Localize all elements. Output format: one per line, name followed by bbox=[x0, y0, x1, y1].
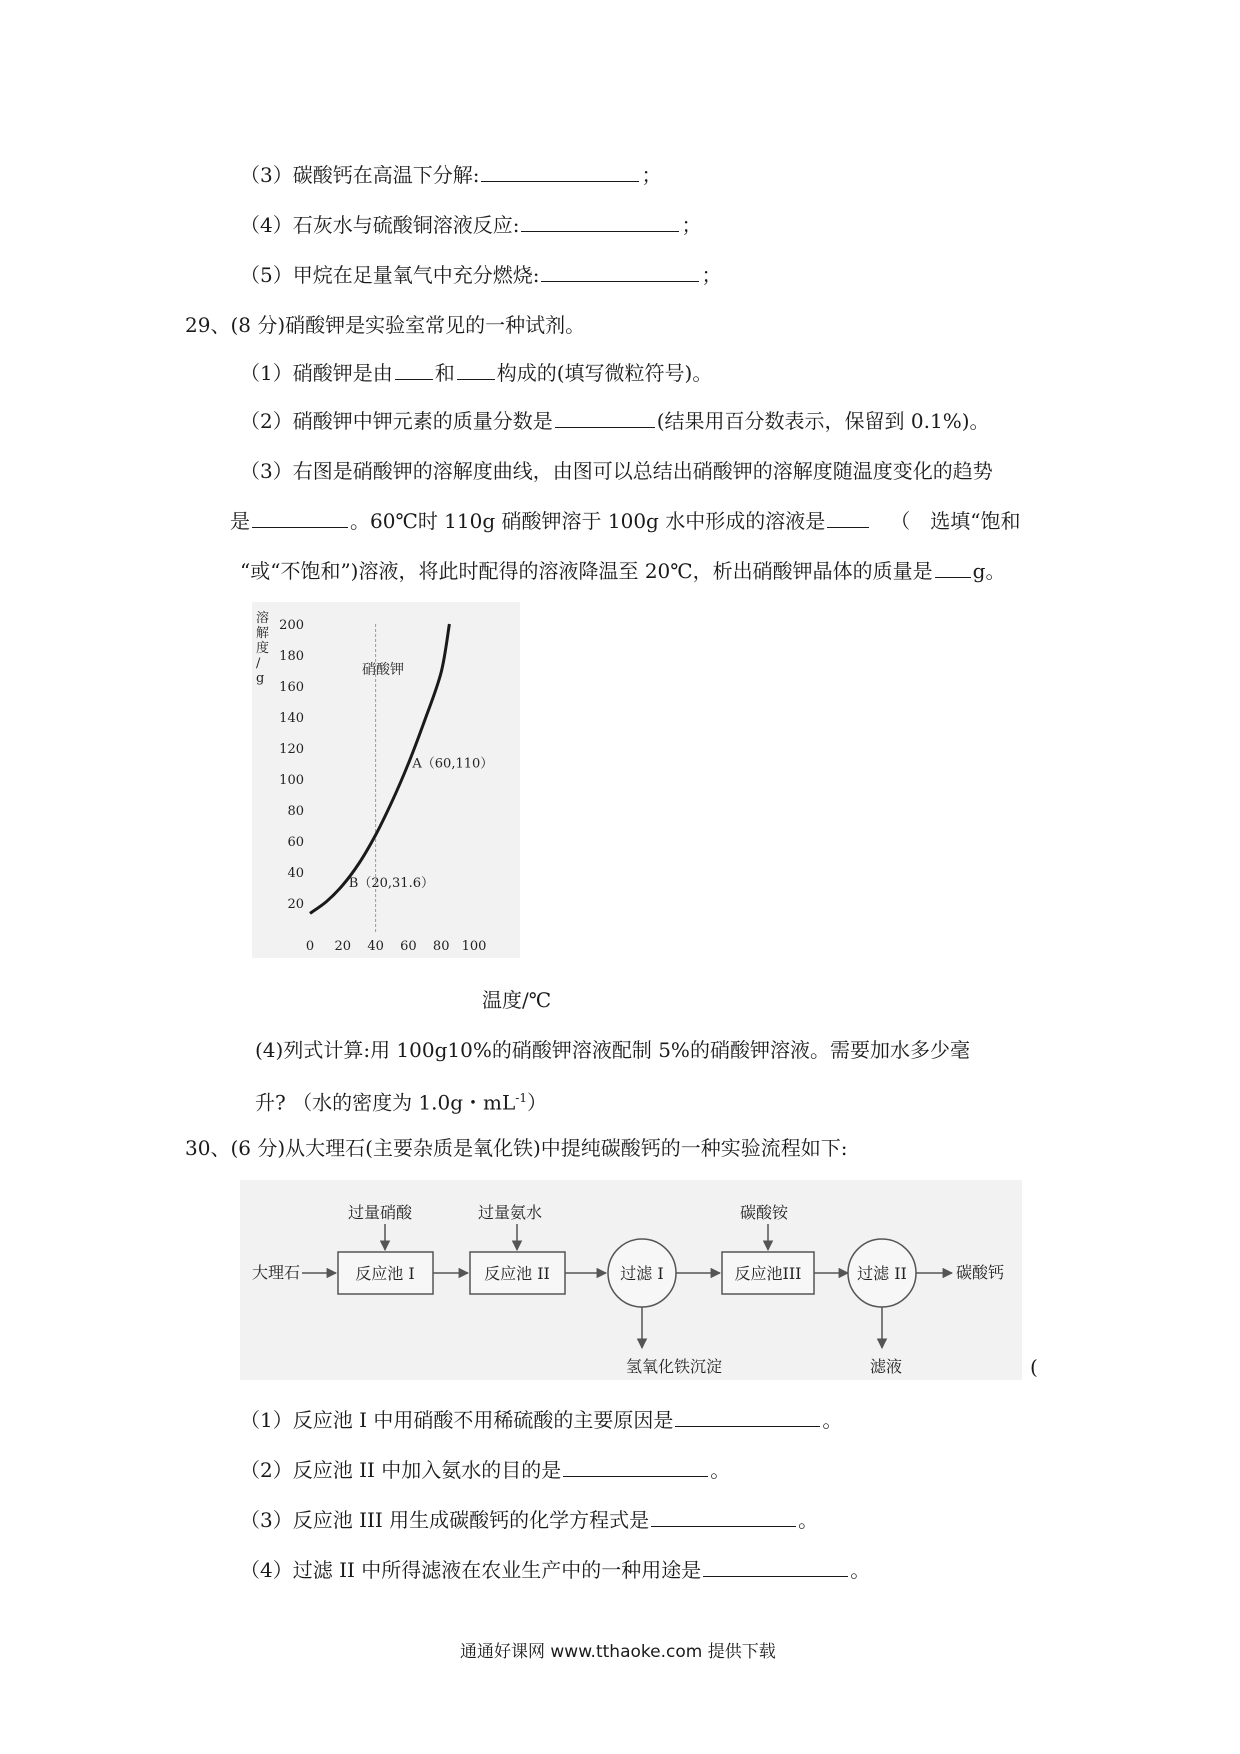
x-tick-label: 40 bbox=[367, 939, 384, 954]
y-axis-label bbox=[256, 610, 269, 686]
q28-item4: （4）石灰水与硫酸铜溶液反应: ； bbox=[240, 213, 702, 237]
y-tick-label: 40 bbox=[287, 866, 304, 881]
answer-blank bbox=[703, 1556, 848, 1577]
q29-part1: （1）硝酸钾是由 和 构成的(填写微粒符号)。 bbox=[240, 361, 713, 385]
y-axis-label-text: 溶解度/ g bbox=[256, 611, 270, 686]
flow-tank-2: 反应池 II bbox=[484, 1264, 550, 1283]
x-tick-label: 80 bbox=[432, 939, 450, 954]
flow-output: 碳酸钙 bbox=[956, 1263, 1005, 1282]
flow-tank-3: 反应池III bbox=[734, 1264, 802, 1283]
answer-blank bbox=[457, 359, 495, 380]
flow-tank-1: 反应池 I bbox=[355, 1264, 415, 1283]
answer-blank bbox=[521, 211, 679, 232]
q29-title: 29、(8 分)硝酸钾是实验室常见的一种试剂。 bbox=[185, 313, 586, 337]
q28-item3: （3）碳酸钙在高温下分解: ； bbox=[240, 163, 662, 187]
x-tick-label: 60 bbox=[400, 939, 417, 954]
x-tick-label: 0 bbox=[305, 939, 315, 954]
y-tick-label: 80 bbox=[287, 804, 304, 819]
flow-input: 大理石 bbox=[252, 1263, 301, 1282]
point-label-b: B（20,31.6） bbox=[348, 876, 434, 892]
y-tick-label: 60 bbox=[287, 835, 304, 850]
x-tick-label: 100 bbox=[461, 939, 487, 954]
process-flow-svg bbox=[240, 1180, 1022, 1380]
flow-filtrate: 滤液 bbox=[870, 1357, 903, 1376]
process-flow-diagram bbox=[240, 1180, 1022, 1380]
y-tick-label: 180 bbox=[279, 649, 304, 664]
stray-parenthesis: ( bbox=[1030, 1355, 1038, 1379]
point-label-a: A（60,110） bbox=[412, 756, 494, 772]
answer-blank bbox=[541, 261, 699, 282]
flow-reagent-2: 过量氨水 bbox=[478, 1203, 543, 1222]
flow-reagent-3: 碳酸铵 bbox=[740, 1203, 789, 1222]
answer-blank bbox=[563, 1456, 708, 1477]
q29-part3-line3: “或“不饱和”)溶液，将此时配得的溶液降温至 20℃，析出硝酸钾晶体的质量是 g。 bbox=[240, 559, 1006, 583]
answer-blank bbox=[827, 507, 869, 528]
footer-source: 通通好课网 www.tthaoke.com 提供下载 bbox=[460, 1642, 776, 1662]
y-tick-label: 20 bbox=[287, 897, 304, 912]
solubility-chart-svg bbox=[252, 602, 520, 958]
q29-part3-line1: （3）右图是硝酸钾的溶解度曲线，由图可以总结出硝酸钾的溶解度随温度变化的趋势 bbox=[240, 459, 993, 483]
q30-part3: （3）反应池 III 用生成碳酸钙的化学方程式是 。 bbox=[240, 1508, 819, 1532]
q29-part4-line2: 升? （水的密度为 1.0g・$mL^{-1}$） bbox=[255, 1090, 547, 1115]
q30-title: 30、(6 分)从大理石(主要杂质是氧化铁)中提纯碳酸钙的一种实验流程如下: bbox=[185, 1136, 848, 1160]
q28-item5: （5）甲烷在足量氧气中充分燃烧: ； bbox=[240, 263, 722, 287]
q30-part1: （1）反应池 I 中用硝酸不用稀硫酸的主要原因是 。 bbox=[240, 1408, 843, 1432]
answer-blank bbox=[935, 557, 971, 578]
y-tick-label: 100 bbox=[279, 773, 304, 788]
x-axis-label: 温度/℃ bbox=[482, 988, 552, 1012]
flow-reagent-1: 过量硝酸 bbox=[348, 1203, 413, 1222]
answer-blank bbox=[675, 1406, 820, 1427]
y-tick-label: 200 bbox=[279, 618, 304, 633]
y-tick-label: 120 bbox=[279, 742, 304, 757]
y-tick-label: 160 bbox=[279, 680, 304, 695]
series-label-kno3: 硝酸钾 bbox=[362, 662, 404, 678]
answer-blank bbox=[252, 507, 348, 528]
y-tick-labels bbox=[279, 618, 304, 912]
flow-precipitate: 氢氧化铁沉淀 bbox=[626, 1357, 723, 1376]
q29-part3-line2: 是 。60℃时 110g 硝酸钾溶于 100g 水中形成的溶液是 （ 选填“饱和 bbox=[230, 509, 1021, 533]
solubility-chart bbox=[252, 602, 520, 958]
q29-part4-line1: (4)列式计算:用 100g10%的硝酸钾溶液配制 5%的硝酸钾溶液。需要加水多少毫 bbox=[255, 1038, 970, 1062]
answer-blank bbox=[481, 161, 639, 182]
q30-part4: （4）过滤 II 中所得滤液在农业生产中的一种用途是 。 bbox=[240, 1558, 871, 1582]
q29-part2: （2）硝酸钾中钾元素的质量分数是 (结果用百分数表示，保留到 0.1%)。 bbox=[240, 409, 990, 433]
y-tick-label: 140 bbox=[279, 711, 304, 726]
x-tick-labels bbox=[306, 939, 487, 954]
answer-blank bbox=[651, 1506, 796, 1527]
q30-part2: （2）反应池 II 中加入氨水的目的是 。 bbox=[240, 1458, 731, 1482]
flow-filter-1: 过滤 I bbox=[620, 1264, 664, 1283]
flow-filter-2: 过滤 II bbox=[857, 1264, 907, 1283]
answer-blank bbox=[555, 407, 655, 428]
x-tick-label: 20 bbox=[334, 939, 352, 954]
answer-blank bbox=[395, 359, 433, 380]
